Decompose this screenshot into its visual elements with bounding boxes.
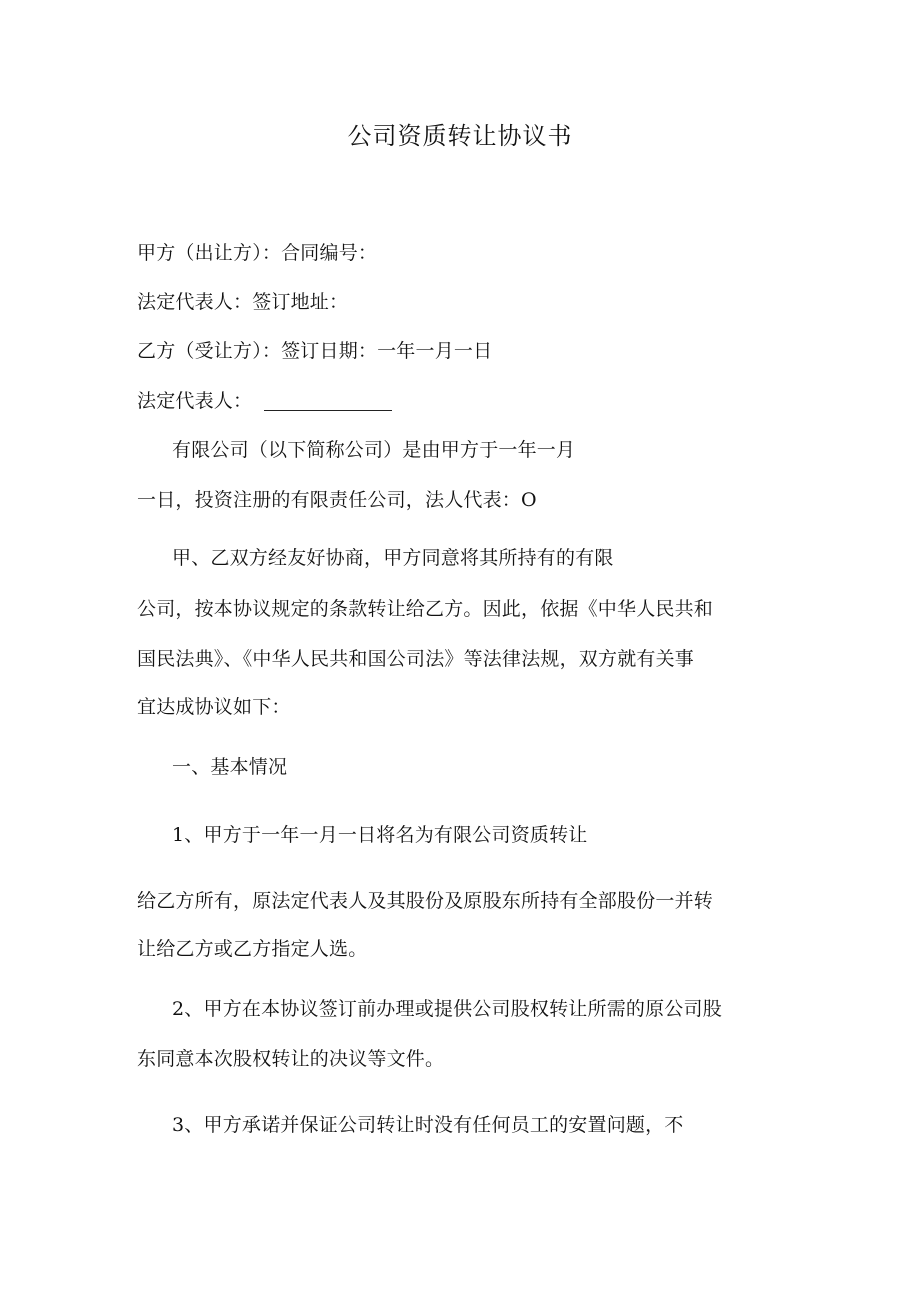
party-b-representative-label: 法定代表人： (137, 390, 253, 412)
clause-line: 1、甲方于一年一月一日将名为有限公司资质转让 (172, 824, 588, 846)
section-heading: 一、基本情况 (172, 756, 288, 778)
clause-line: 2、甲方在本协议签订前办理或提供公司股权转让所需的原公司股 (172, 998, 722, 1020)
paragraph-line: 公司，按本协议规定的条款转让给乙方。因此，依据《中华人民共和 (137, 598, 714, 620)
paragraph-line: 一日，投资注册的有限责任公司，法人代表：O (137, 489, 537, 511)
party-b-representative-line (137, 392, 392, 411)
clause-line: 东同意本次股权转让的决议等文件。 (137, 1048, 445, 1070)
clause-line: 让给乙方或乙方指定人选。 (137, 938, 368, 960)
document-title: 公司资质转让协议书 (347, 122, 573, 150)
paragraph-line: 宜达成协议如下： (137, 696, 291, 718)
party-b-line: 乙方（受让方）：签订日期：一年一月一日 (137, 340, 493, 362)
clause-line: 给乙方所有，原法定代表人及其股份及原股东所持有全部股份一并转 (137, 890, 714, 912)
paragraph-line: 国民法典》、《中华人民共和国公司法》等法律法规，双方就有关事 (137, 648, 695, 670)
signature-blank (264, 392, 392, 411)
clause-line: 3、甲方承诺并保证公司转让时没有任何员工的安置问题，不 (172, 1114, 684, 1136)
paragraph-line: 有限公司（以下简称公司）是由甲方于一年一月 (172, 439, 576, 461)
paragraph-line: 甲、乙双方经友好协商，甲方同意将其所持有的有限 (172, 547, 614, 569)
party-a-line: 甲方（出让方）：合同编号： (137, 242, 378, 264)
party-a-representative-line: 法定代表人：签订地址： (137, 291, 349, 313)
